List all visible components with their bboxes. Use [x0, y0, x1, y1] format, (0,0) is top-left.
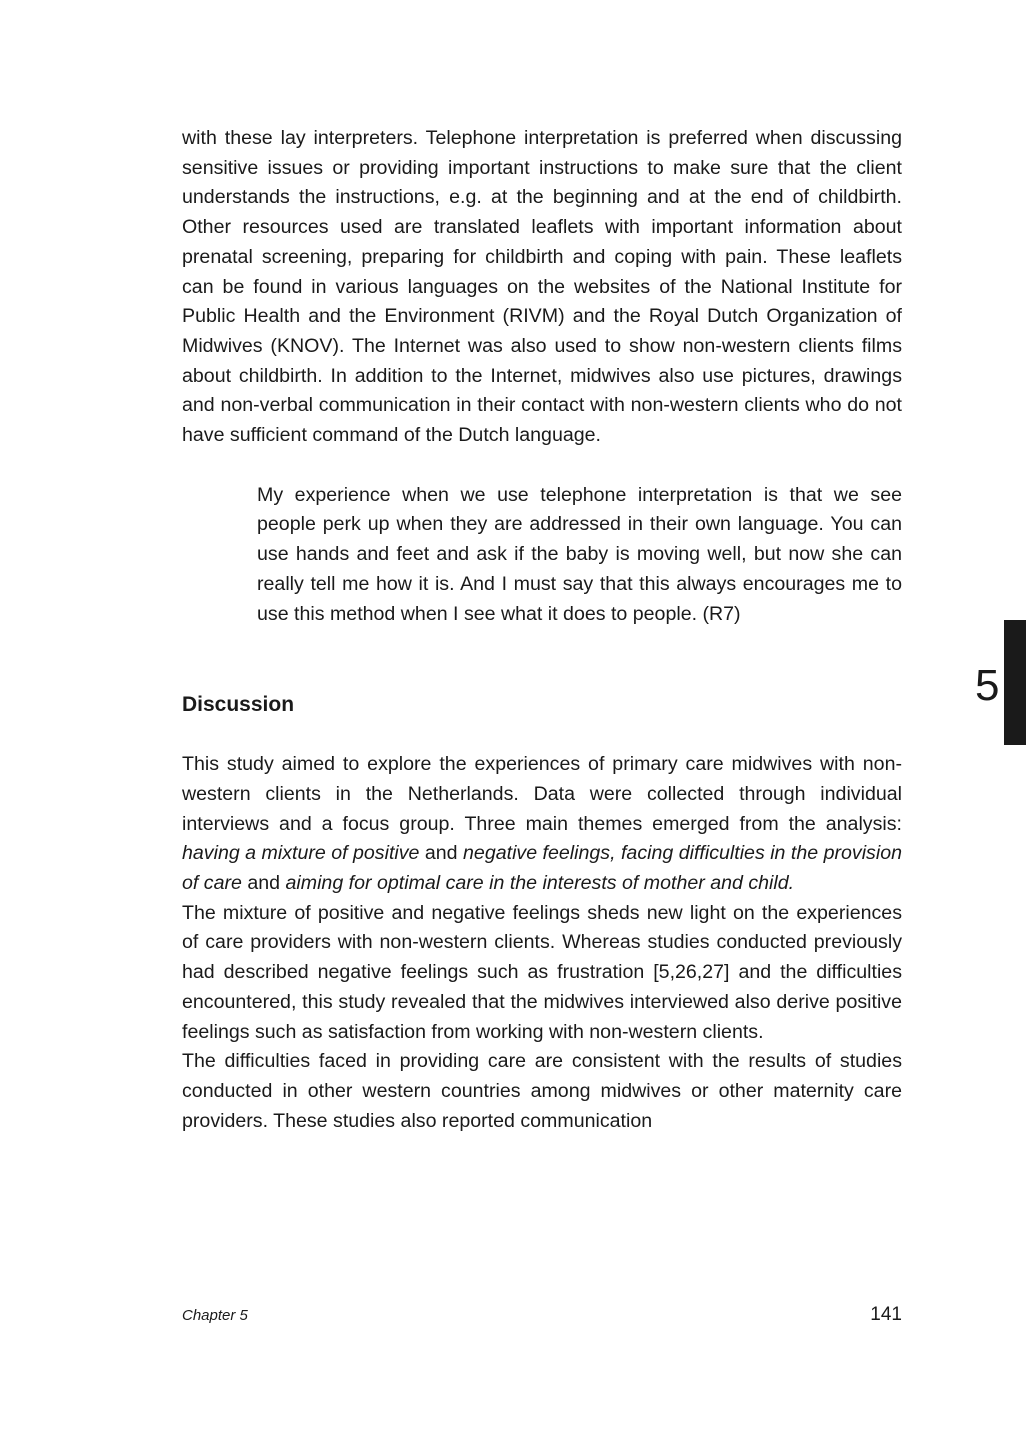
- theme-2: negative feelings, facing difficulties in the provision of care: [182, 842, 902, 895]
- discussion-body: [182, 750, 902, 1136]
- discussion-p1-text: This study aimed to explore the experiences of primary care midwives with non-western clients in the Netherlands. Data were collected through individual interviews and a focus group. Three main themes emerged from the analysis:: [182, 753, 902, 835]
- chapter-side-number: 5: [975, 661, 1000, 710]
- footer-chapter-label: Chapter 5: [182, 1307, 248, 1324]
- discussion-paragraph-2: The mixture of positive and negative feelings sheds new light on the experiences of care providers with non-western clients. Whereas studies conducted previously had described negative feelings such as frustration [5,26,27] and the difficulties encountered, this study revealed that the midwives interviewed also derive positive feelings such as satisfaction from working with non-western clients.: [182, 901, 902, 1043]
- page-content: [182, 124, 902, 1136]
- intro-paragraph: with these lay interpreters. Telephone interpretation is preferred when discussing sensitive issues or providing important instructions to make sure that the client understands the instructions, e.g. at the beginning and at the end of childbirth. Other resources used are translated leaflets with important information about prenatal screening, preparing for childbirth and coping with pain. These leaflets can be found in various languages on the websites of the National Institute for Public Health and the Environment (RIVM) and the Royal Dutch Organization of Midwives (KNOV). The Internet was also used to show non-western clients films about childbirth. In addition to the Internet, midwives also use pictures, drawings and non-verbal communication in their contact with non-western clients who do not have sufficient command of the Dutch language.: [182, 127, 902, 447]
- theme-1: having a mixture of positive: [182, 842, 420, 865]
- discussion-paragraph-3: The difficulties faced in providing care are consistent with the results of studies conducted in other western countries among midwives or other maternity care providers. These studies also reported communication: [182, 1050, 902, 1132]
- chapter-side-tab: [1004, 620, 1026, 745]
- discussion-heading: Discussion: [182, 693, 295, 717]
- interview-quote: My experience when we use telephone interpretation is that we see people perk up when they are addressed in their own language. You can use hands and feet and ask if the baby is moving well, but now she can really tell me how it is. And I must say that this always encourages me to use this method when I see what it does to people. (R7): [257, 483, 902, 625]
- footer-page-number: 141: [870, 1304, 902, 1325]
- connector-and-2: and: [241, 872, 286, 895]
- connector-and-1: and: [419, 842, 464, 865]
- discussion-paragraph-1: [182, 750, 902, 899]
- theme-3: aiming for optimal care in the interests of mother and child.: [285, 872, 795, 895]
